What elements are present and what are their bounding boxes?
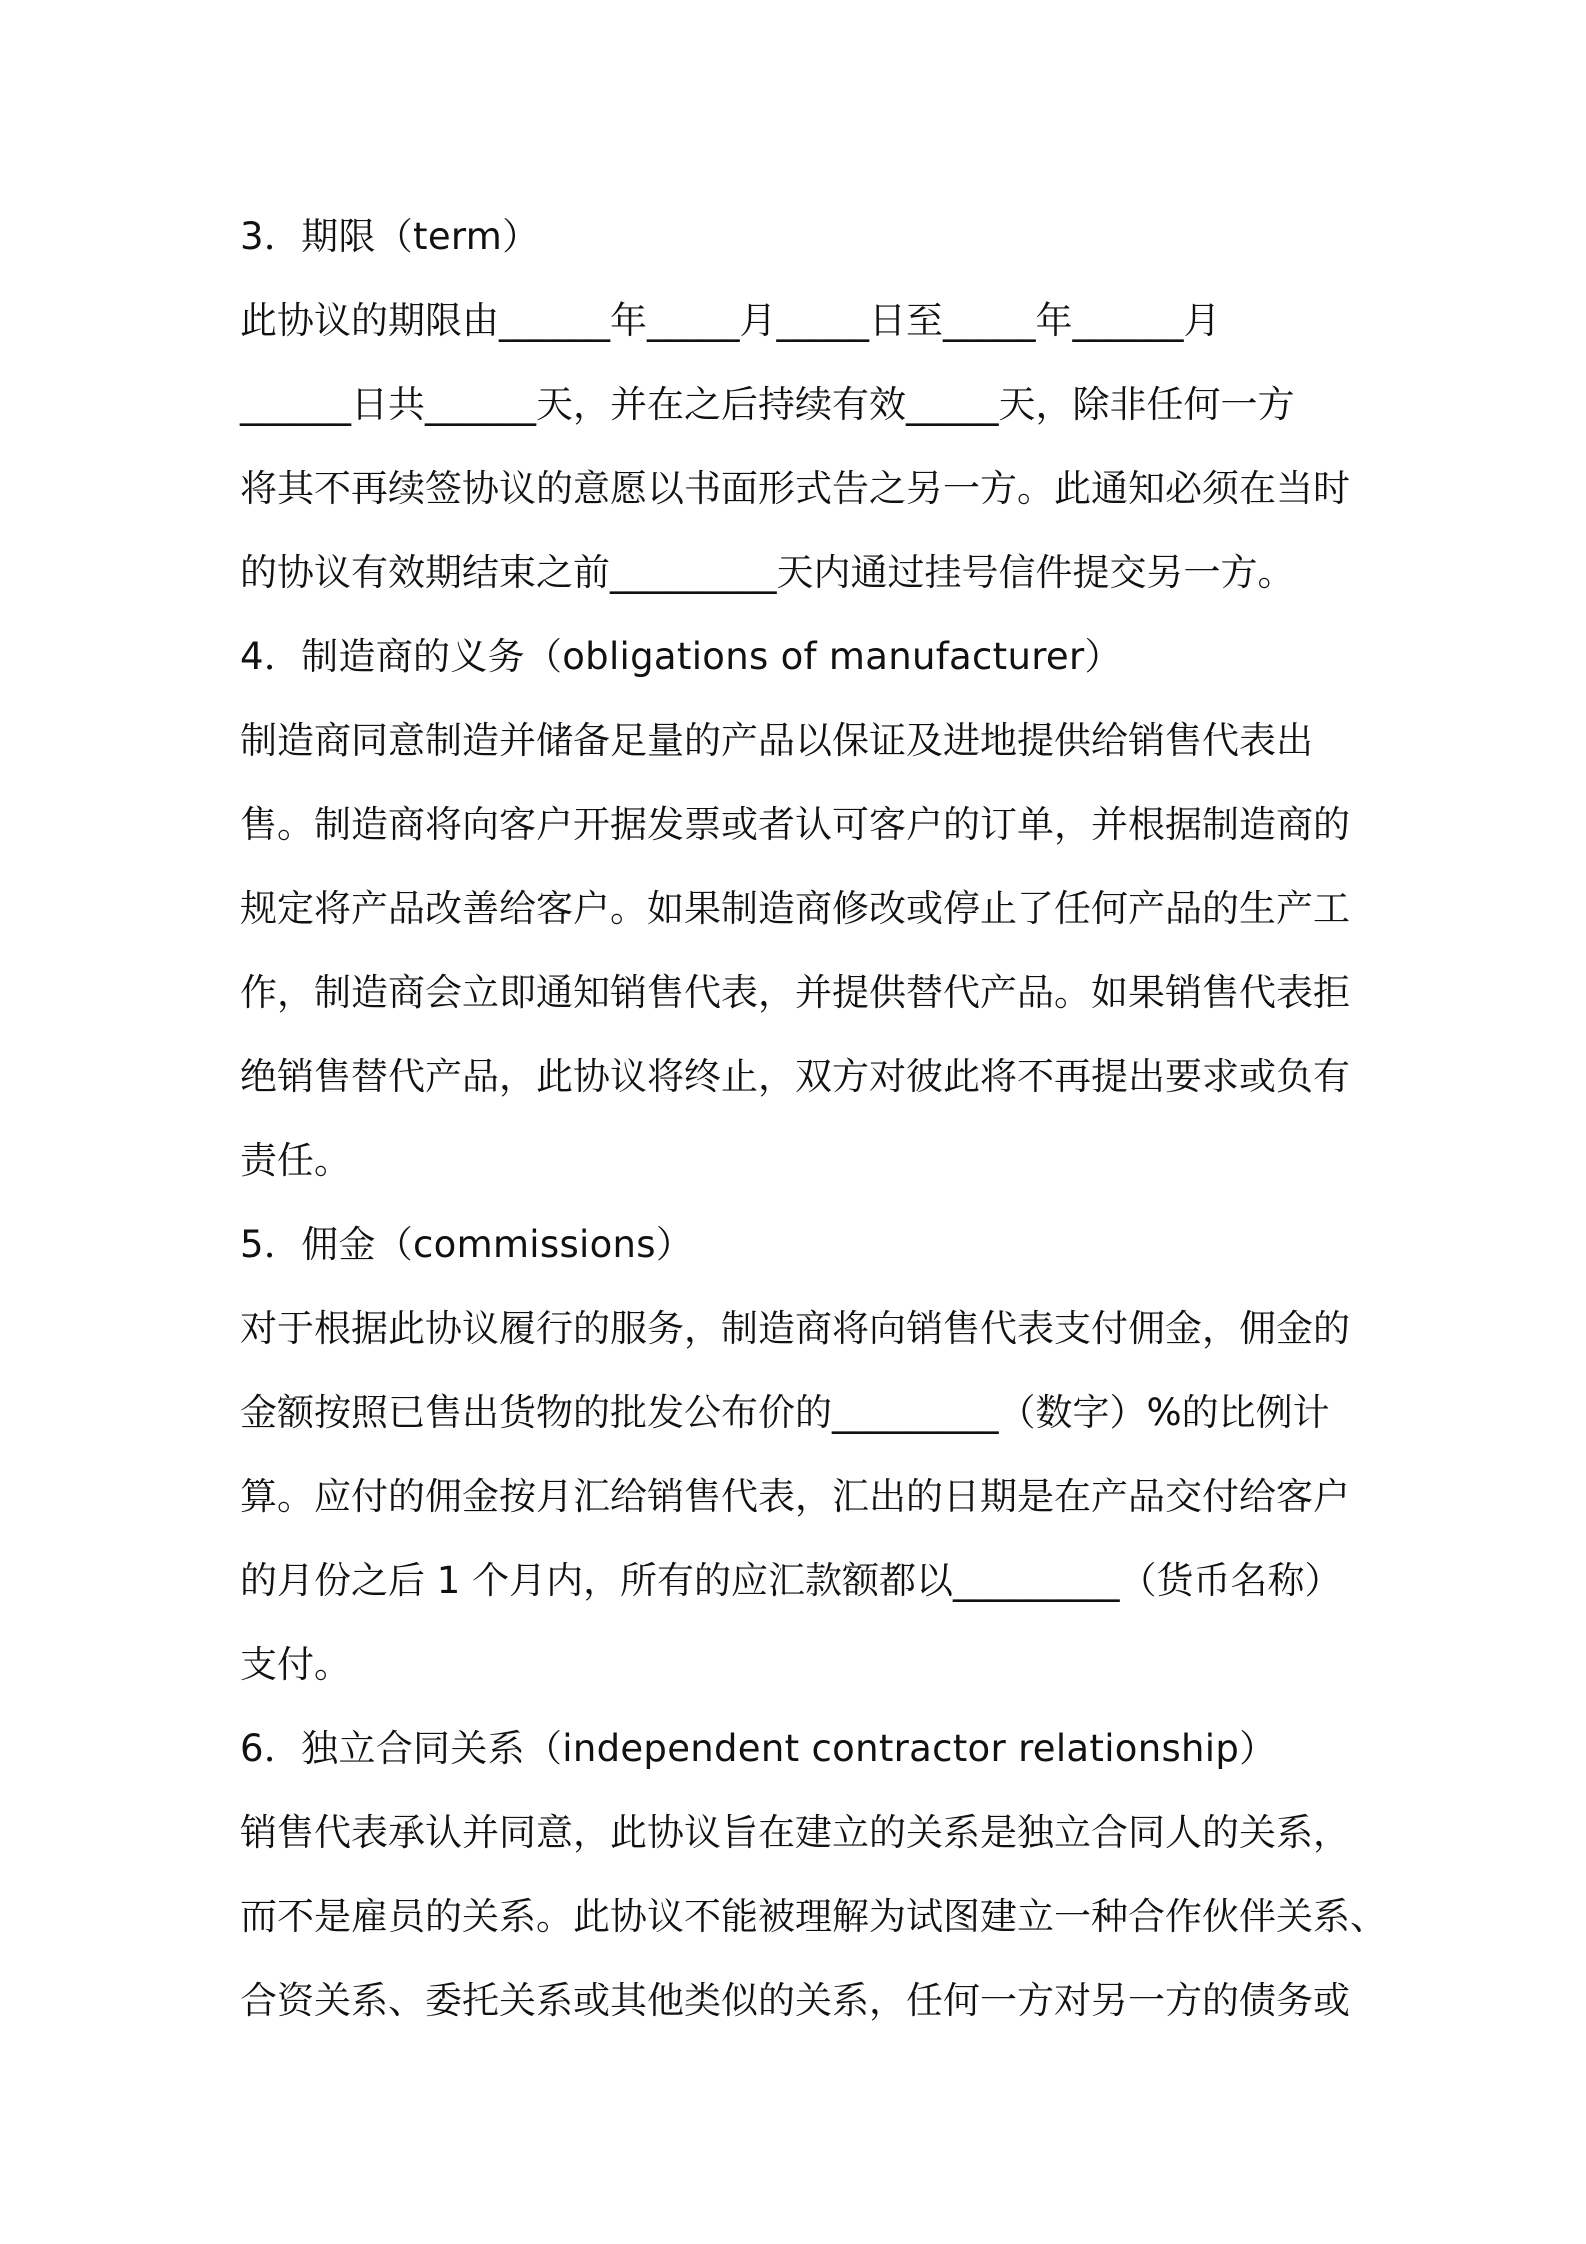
section-heading-term: 3．期限（term） [240,215,540,258]
paragraph-line: 售。制造商将向客户开据发票或者认可客户的订单，并根据制造商的 [240,803,1350,846]
paragraph-line: 制造商同意制造并储备足量的产品以保证及进地提供给销售代表出 [240,719,1313,762]
section-heading-independent-contractor: 6．独立合同关系（independent contractor relationship） [240,1727,1277,1770]
paragraph-line: 算。应付的佣金按月汇给销售代表，汇出的日期是在产品交付给客户 [240,1475,1350,1518]
document-body [240,195,1387,2043]
paragraph-line: 绝销售替代产品，此协议将终止，双方对彼此将不再提出要求或负有 [240,1055,1350,1098]
paragraph-line: 责任。 [240,1139,351,1182]
paragraph-line: ______日共______天，并在之后持续有效_____天，除非任何一方 [240,383,1295,426]
paragraph-line: 此协议的期限由______年_____月_____日至_____年______月 [240,299,1221,342]
paragraph-line: 支付。 [240,1643,351,1686]
paragraph-line: 而不是雇员的关系。此协议不能被理解为试图建立一种合作伙伴关系、 [240,1895,1387,1938]
paragraph-line: 金额按照已售出货物的批发公布价的_________（数字）%的比例计 [240,1391,1330,1434]
paragraph-line: 的月份之后 1 个月内，所有的应汇款额都以_________（货币名称） [240,1559,1342,1602]
paragraph-line: 将其不再续签协议的意愿以书面形式告之另一方。此通知必须在当时 [240,467,1350,510]
paragraph-line: 合资关系、委托关系或其他类似的关系，任何一方对另一方的债务或 [240,1979,1350,2022]
section-heading-obligations: 4．制造商的义务（obligations of manufacturer） [240,635,1122,678]
paragraph-line: 规定将产品改善给客户。如果制造商修改或停止了任何产品的生产工 [240,887,1350,930]
paragraph-line: 销售代表承认并同意，此协议旨在建立的关系是独立合同人的关系， [240,1811,1350,1854]
section-heading-commissions: 5．佣金（commissions） [240,1223,694,1266]
paragraph-line: 的协议有效期结束之前_________天内通过挂号信件提交另一方。 [240,551,1295,594]
paragraph-line: 作，制造商会立即通知销售代表，并提供替代产品。如果销售代表拒 [240,971,1350,1014]
paragraph-line: 对于根据此协议履行的服务，制造商将向销售代表支付佣金，佣金的 [240,1307,1350,1350]
